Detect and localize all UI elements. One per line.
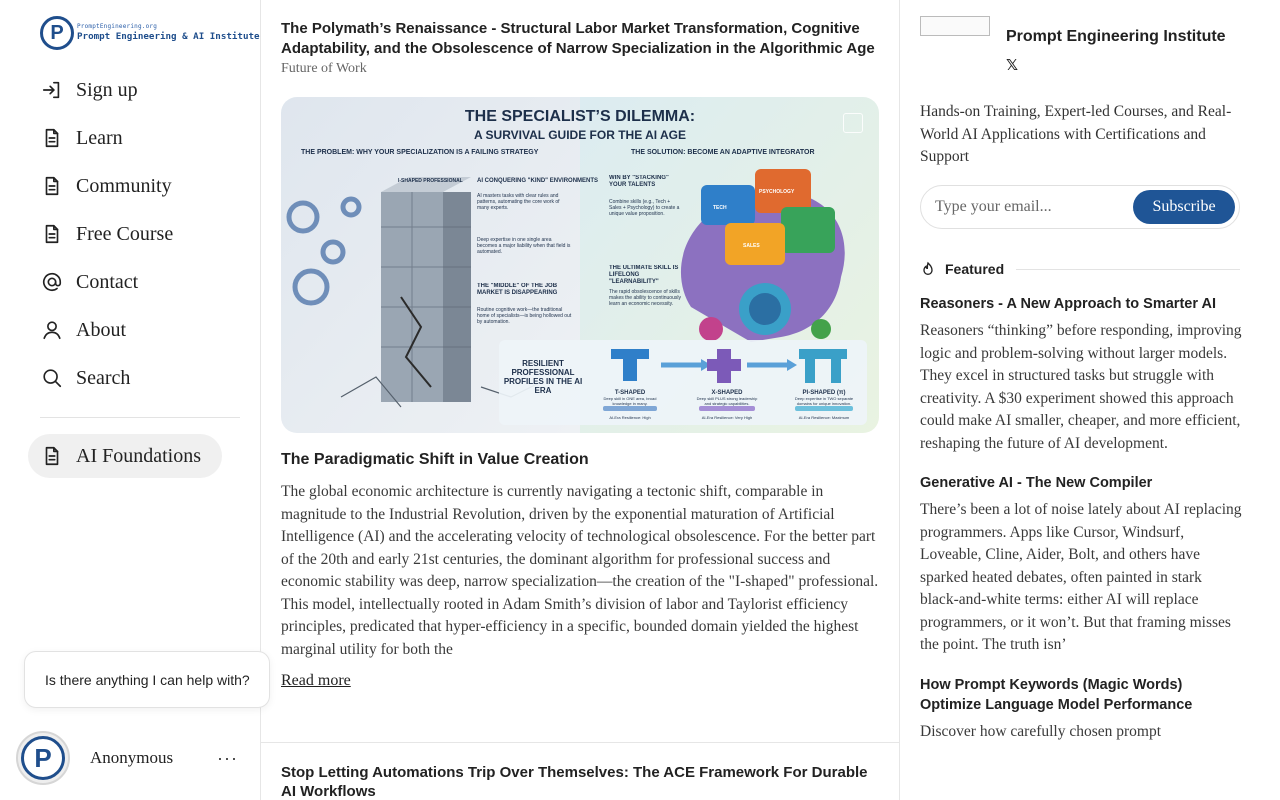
profile-desc: Deep skill PLUS strong leadership and strategic capabilities. [696, 396, 758, 406]
featured-list [920, 294, 1242, 761]
featured-item-title[interactable]: Generative AI - The New Compiler [920, 475, 1153, 491]
user-menu [16, 730, 244, 786]
featured-label: Featured [945, 261, 1005, 277]
featured-item-desc: Reasoners “thinking” before responding, improving logic and problem-solving without larger models. They excel in structured tasks but struggle with creativity. A $30 experiment showed this approach could make AI smaller, cheaper, and more efficient, reshaping the future of AI development. [920, 322, 1242, 452]
profiles-heading: RESILIENT PROFESSIONAL PROFILES IN THE AI ERA [503, 359, 583, 395]
note-heading: THE ULTIMATE SKILL IS LIFELONG "LEARNABILITY" [609, 265, 679, 285]
infographic-subtitle: A SURVIVAL GUIDE FOR THE AI AGE [473, 128, 687, 142]
puzzle-label: PSYCHOLOGY [759, 189, 795, 195]
post-hero-image[interactable] [281, 97, 879, 433]
nav-item-label: About [76, 318, 126, 341]
pillar-label: I-SHAPED PROFESSIONAL [398, 178, 463, 184]
post-excerpt: The global economic architecture is currently navigating a tectonic shift, comparable in magnitude to the Industrial Revolution, driven by the exponential maturation of Artificial Intelligence (AI) and the accelerating velocity of technological obsolescence. For the better part of the 20th and early 21st centuries, the dominant algorithm for professional success and economic stability was deep, narrow specialization—the creation of the "I-shaped" professional. This model, intellectually rooted in Adam Smith’s division of labor and Taylorist efficiency principles, predicated that hyper-efficiency in a specific, bounded domain yielded the highest marginal utility for both the [281, 483, 879, 658]
featured-item-desc: Discover how carefully chosen prompt [920, 722, 1162, 740]
document-icon [40, 222, 64, 246]
profile-image[interactable] [920, 16, 990, 36]
infographic-solution-heading: THE SOLUTION: BECOME AN ADAPTIVE INTEGRATOR [631, 149, 815, 156]
nav-item-label: Free Course [76, 222, 174, 245]
chat-assistant-bubble[interactable] [24, 651, 270, 708]
profile-resilience: AI-Era Resilience: Very High [701, 415, 753, 420]
nav-item-label: Community [76, 174, 172, 197]
featured-item [920, 294, 1242, 455]
document-icon [40, 444, 64, 468]
nav-item-search[interactable] [28, 354, 240, 402]
profile-resilience: AI-Era Resilience: Maximum [798, 415, 850, 420]
sign-in-icon [40, 78, 64, 102]
right-sidebar [900, 0, 1280, 800]
profile-tagline: Hands-on Training, Expert-led Courses, and Real-World AI Applications with Certifications and Support [920, 103, 1232, 165]
nav-item-about[interactable] [28, 306, 240, 354]
featured-item [920, 473, 1242, 657]
document-icon [40, 126, 64, 150]
nav-item-free-course[interactable] [28, 210, 240, 258]
infographic-title: THE SPECIALIST’S DILEMMA: [464, 108, 696, 125]
read-more-link[interactable]: Read more [281, 672, 351, 689]
profile-name[interactable]: Prompt Engineering Institute [1006, 28, 1226, 45]
profile-name: PI-SHAPED (π) [802, 390, 846, 396]
profile-name: X-SHAPED [711, 390, 743, 396]
note-heading: THE "MIDDLE" OF THE JOB MARKET IS DISAPPEARING [477, 283, 558, 296]
nav-item-contact[interactable] [28, 258, 240, 306]
post-title[interactable]: The Polymath’s Renaissance - Structural Labor Market Transformation, Cognitive Adaptability, and the Obsolescence of Narrow Specialization in the Algorithmic Age [281, 20, 875, 57]
x-social-icon[interactable]: 𝕏 [1006, 56, 1019, 74]
featured-item-desc: There’s been a lot of noise lately about AI replacing programmers. Apps like Cursor, Windsurf, Loveable, Cline, Aider, Bolt, and others have sparked heated debates, often painted in stark black-and-white terms: either AI will replace programmers, or it won’t. But that framing misses the point. The truth isn’ [920, 501, 1242, 653]
nav-item-label: Contact [76, 270, 139, 293]
post-card [261, 19, 899, 690]
nav-item-sign-up[interactable] [28, 66, 240, 114]
featured-item [920, 675, 1242, 744]
featured-item-title[interactable]: Reasoners - A New Approach to Smarter AI [920, 296, 1216, 312]
profile-desc: Deep expertise in TWO separate domains for unique innovation. [794, 396, 854, 406]
nav-item-label: Sign up [76, 78, 138, 101]
main-feed [261, 0, 900, 800]
nav-item-ai-foundations[interactable] [28, 434, 222, 478]
puzzle-label: SALES [743, 243, 760, 249]
post-tag[interactable]: Future of Work [281, 61, 367, 76]
nav-item-label: Learn [76, 126, 123, 149]
logo-mark: P [40, 16, 74, 50]
infographic [281, 97, 879, 433]
nav-item-community[interactable] [28, 162, 240, 210]
nav-item-learn[interactable] [28, 114, 240, 162]
chat-prompt: Is there anything I can help with? [45, 671, 250, 688]
featured-header [920, 259, 1240, 279]
logo-domain: PromptEngineering.org [77, 23, 158, 31]
profile-desc: Deep skill in ONE area, broad knowledge in many. [603, 396, 657, 406]
document-icon [40, 174, 64, 198]
featured-divider [1016, 269, 1240, 270]
nav-divider [40, 417, 240, 418]
at-icon [40, 270, 64, 294]
note-text: Routine cognitive work—the traditional home of specialists—is being hollowed out by automation. [477, 307, 572, 325]
note-text: Deep expertise in one single area becomes a major liability when that field is automated. [477, 237, 571, 255]
post-section-title: The Paradigmatic Shift in Value Creation [281, 451, 589, 468]
note-text: The rapid obsolescence of skills makes the ability to continuously learn an economic necessity. [609, 289, 681, 307]
more-options-icon[interactable]: ··· [217, 747, 238, 768]
avatar-logo: P [21, 736, 65, 780]
nav-item-label: AI Foundations [76, 444, 201, 467]
email-input[interactable] [921, 198, 1121, 216]
next-post-title[interactable]: Stop Letting Automations Trip Over Themselves: The ACE Framework For Durable AI Workflows [281, 764, 868, 800]
puzzle-label: TECH [713, 205, 727, 211]
note-text: AI masters tasks with clear rules and patterns, automating the core work of many experts. [477, 193, 560, 211]
logo-name: Prompt Engineering & AI Institute [77, 31, 260, 43]
subscribe-form [920, 185, 1240, 229]
profile-name: T-SHAPED [614, 390, 646, 396]
avatar[interactable] [16, 731, 70, 785]
site-logo[interactable] [40, 14, 260, 52]
profile-resilience: AI-Era Resilience: High [609, 415, 651, 420]
subscribe-button[interactable]: Subscribe [1133, 190, 1235, 224]
user-name: Anonymous [90, 748, 174, 767]
search-icon [40, 366, 64, 390]
main-nav [28, 66, 240, 402]
note-text: Combine skills (e.g., Tech + Sales + Psychology) to create a unique value proposition. [609, 199, 680, 217]
infographic-problem-heading: THE PROBLEM: WHY YOUR SPECIALIZATION IS A FAILING STRATEGY [301, 149, 539, 156]
featured-item-title[interactable]: How Prompt Keywords (Magic Words) Optimize Language Model Performance [920, 676, 1193, 713]
featured-icon [920, 261, 936, 277]
nav-item-label: Search [76, 366, 131, 389]
note-heading: AI CONQUERING "KIND" ENVIRONMENTS [477, 178, 599, 184]
user-icon [40, 318, 64, 342]
expand-icon[interactable] [843, 113, 863, 133]
note-heading: WIN BY "STACKING" YOUR TALENTS [609, 175, 669, 188]
post-divider [261, 742, 900, 743]
